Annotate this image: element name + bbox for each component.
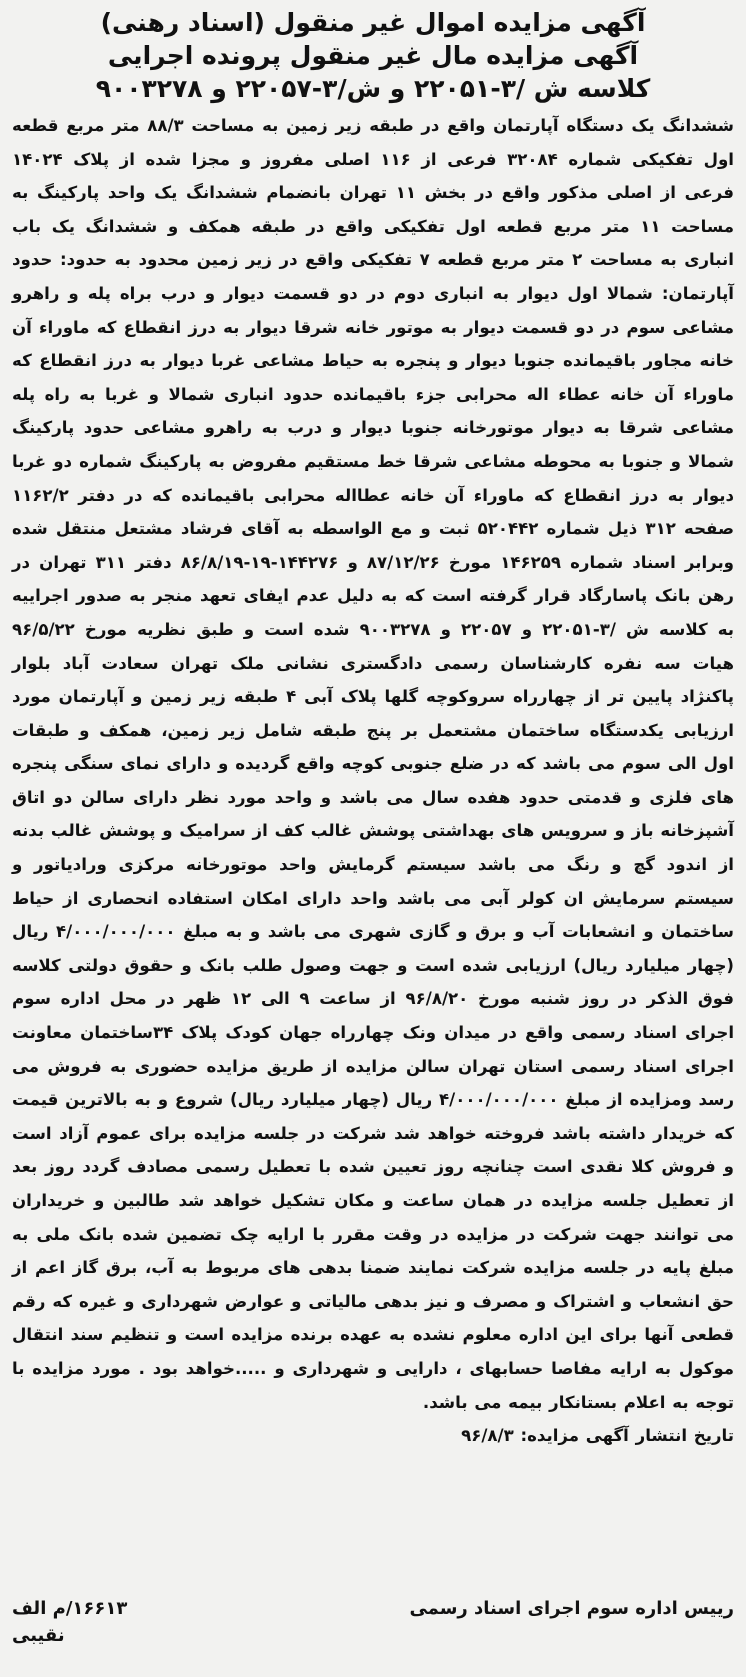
signer-name: نقیبی: [12, 1625, 65, 1646]
notice-body-text: ششدانگ یک دستگاه آپارتمان واقع در طبقه زیر زمین به مساحت ۸۸/۳ متر مربع قطعه اول تفکیکی شماره ۳۲۰۸۴ فرعی از ۱۱۶ اصلی مفروز و مجزا شده از پلاک ۱۴۰۲۴ فرعی از اصلی مذکور واقع در بخش ۱۱ تهران بانضمام ششدانگ یک واحد پارکینگ به مساحت ۱۱ متر مربع قطعه اول تفکیکی واقع در طبقه همکف و ششدانگ یک باب انباری به مساحت ۲ متر مربع قطعه ۷ تفکیکی واقع در زیر زمین محدود به حدود: حدود آپارتمان: شمالا اول دیوار به انباری دوم در دو قسمت دیوار و درب براه پله و راهرو مشاعی سوم در دو قسمت دیوار به موتور خانه شرقا دیوار به درز انقطاع که ماوراء آن خانه مجاور باقیمانده جنوبا دیوار و پنجره به حیاط مشاعی غربا دیوار به درز انقطاع که ماوراء آن خانه عطاء اله محرابی جزء باقیمانده حدود انباری شمالا و غربا به راه پله مشاعی شرقا به دیوار موتورخانه جنوبا دیوار و درب به راهرو مشاعی حدود پارکینگ شمالا و جنوبا به محوطه مشاعی شرقا خط مستقیم مفروض به پارکینگ شماره دو غربا دیوار به درز انقطاع که ماوراء آن خانه عطااله محرابی باقیمانده که در دفتر ۱۱۶۲/۲ صفحه ۳۱۲ ذیل شماره ۵۲۰۴۴۲ ثبت و مع الواسطه به آقای فرشاد مشتعل منتقل شده وبرابر اسناد شماره ۱۴۶۲۵۹ مورخ ۸۷/۱۲/۲۶ و ۱۴۴۲۷۶-۱۹-۸۶/۸/۱۹ دفتر ۳۱۱ تهران در رهن بانک پاسارگاد قرار گرفته است که به دلیل عدم ایفای تعهد منجر به صدور اجراییه به کلاسه ش /۳-۲۲۰۵۱ و ۲۲۰۵۷ و ۹۰۰۳۲۷۸ شده است و طبق نظریه مورخ ۹۶/۵/۲۲ هیات سه نفره کارشناسان رسمی دادگستری نشانی ملک تهران سعادت آباد بلوار پاکنژاد پایین تر از چهارراه سروکوچه گلها پلاک آبی ۴ طبقه زیر زمین و آپارتمان مورد ارزیابی یکدستگاه ساختمان مشتعمل بر پنج طبقه شامل زیر زمین، همکف و طبقات اول الی سوم می باشد که در ضلع جنوبی کوچه واقع گردیده و دارای نمای سنگی پنجره های فلزی و قدمتی حدود هفده سال می باشد و واحد مورد نظر دارای سالن دو اتاق آشپزخانه باز و سرویس های بهداشتی پوشش غالب کف از سرامیک و پوشش غالب بدنه از اندود گچ و رنگ می باشد سیستم گرمایش واحد موتورخانه مرکزی ورادیاتور و سیستم سرمایش ان کولر آبی می باشد واحد دارای امکان استفاده انحصاری از حیاط ساختمان و انشعابات آب و برق و گازی شهری می باشد و به مبلغ ۴/۰۰۰/۰۰۰/۰۰۰ ریال (چهار میلیارد ریال) ارزیابی شده است و جهت وصول طلب بانک و حقوق دولتی کلاسه فوق الذکر در روز شنبه مورخ ۹۶/۸/۲۰ از ساعت ۹ الی ۱۲ ظهر در محل اداره سوم اجرای اسناد رسمی واقع در میدان ونک چهارراه جهان کودک پلاک ۳۴ساختمان معاونت اجرای اسناد رسمی استان تهران سالن مزایده از طریق مزایده حضوری به فروش می رسد ومزایده از مبلغ ۴/۰۰۰/۰۰۰/۰۰۰ ریال (چهار میلیارد ریال) شروع و به بالاترین قیمت که خریدار داشته باشد فروخته خواهد شد شرکت در جلسه مزایده برای عموم آزاد است و فروش کلا نقدی است چنانچه روز تعیین شده با تعطیل رسمی مصادف گردد روز بعد از تعطیل جلسه مزایده در همان ساعت و مکان تشکیل خواهد شد طالبین و خریداران می توانند جهت شرکت در مزایده در وقت مقرر با ارایه چک تضمین شده بانک ملی به مبلغ پایه در جلسه مزایده شرکت نمایند ضمنا بدهی های مربوط به آب، برق گاز اعم از حق انشعاب و اشتراک و مصرف و نیز بدهی مالیاتی و عوارض شهرداری و غیره که رقم قطعی آنها برای این اداره معلوم نشده به عهده برنده مزایده است و تنظیم سند انتقال موکول به ارایه مفاصا حسابهای ، دارایی و شهرداری و .....خواهد بود . مورد مزایده با توجه به اعلام بستانکار بیمه می باشد.: [12, 116, 735, 1412]
notice-body: [12, 109, 734, 1453]
notice-title: آگهی مزایده اموال غیر منقول (اسناد رهنی): [100, 8, 646, 37]
signer-title: رییس اداره سوم اجرای اسناد رسمی: [409, 1598, 734, 1619]
notice-header: [12, 6, 734, 105]
notice-subtitle: آگهی مزایده مال غیر منقول پرونده اجرایی: [107, 41, 639, 70]
publish-date: تاریخ انتشار آگهی مزایده: ۹۶/۸/۳: [461, 1426, 734, 1446]
case-number: کلاسه ش /۳-۲۲۰۵۱ و ش/۳-۲۲۰۵۷ و ۹۰۰۳۲۷۸: [95, 74, 651, 103]
reference-number: ۱۶۶۱۳/م الف: [12, 1598, 128, 1619]
notice-footer: [12, 1598, 734, 1646]
